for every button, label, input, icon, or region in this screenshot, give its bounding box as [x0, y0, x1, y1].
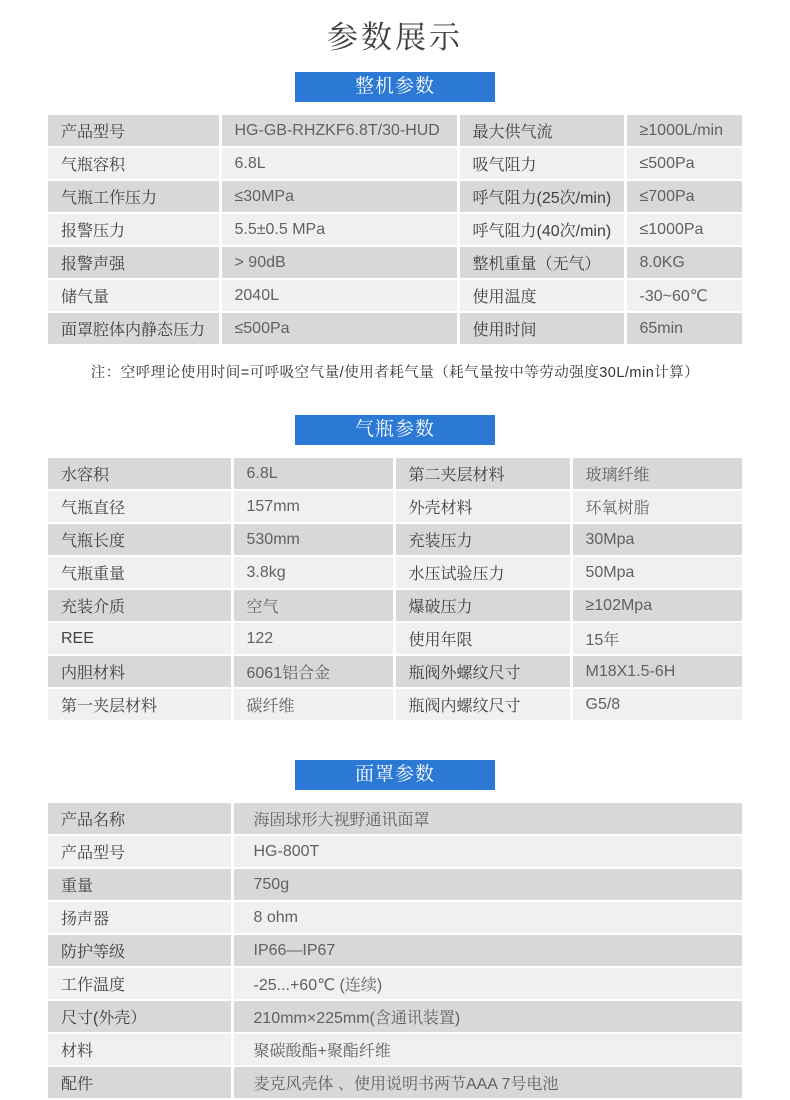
spec-value: 750g — [232, 868, 742, 901]
spec-label: 充装压力 — [394, 523, 571, 556]
spec-label: 整机重量（无气） — [458, 246, 625, 279]
spec-row — [48, 622, 742, 655]
spec-row — [48, 213, 742, 246]
spec-label: 材料 — [48, 1033, 232, 1066]
spec-row — [48, 655, 742, 688]
spec-row — [48, 115, 742, 147]
spec-value: 65min — [625, 312, 742, 345]
spec-value: 3.8kg — [232, 556, 394, 589]
spec-row — [48, 1066, 742, 1099]
spec-row — [48, 279, 742, 312]
spec-label: 使用温度 — [458, 279, 625, 312]
spec-row — [48, 490, 742, 523]
spec-value: 麦克风壳体 、使用说明书两节AAA 7号电池 — [232, 1066, 742, 1099]
spec-label: 使用时间 — [458, 312, 625, 345]
spec-row — [48, 556, 742, 589]
spec-value: G5/8 — [571, 688, 742, 721]
spec-row — [48, 803, 742, 835]
spec-row — [48, 934, 742, 967]
spec-label: 报警压力 — [48, 213, 220, 246]
spec-value: 50Mpa — [571, 556, 742, 589]
spec-label: 呼气阻力(25次/min) — [458, 180, 625, 213]
spec-row — [48, 688, 742, 721]
spec-label: 产品名称 — [48, 803, 232, 835]
spec-label: 产品型号 — [48, 115, 220, 147]
spec-value: 6.8L — [232, 458, 394, 490]
spec-value: ≥1000L/min — [625, 115, 742, 147]
spec-value: 15年 — [571, 622, 742, 655]
spec-value: -30~60℃ — [625, 279, 742, 312]
spec-label: 充装介质 — [48, 589, 232, 622]
spec-label: 外壳材料 — [394, 490, 571, 523]
spec-label: 气瓶长度 — [48, 523, 232, 556]
spec-row — [48, 147, 742, 180]
spec-row — [48, 312, 742, 345]
spec-label: 瓶阀内螺纹尺寸 — [394, 688, 571, 721]
section-cylinder-params — [0, 415, 790, 722]
spec-value: ≤700Pa — [625, 180, 742, 213]
spec-row — [48, 523, 742, 556]
section-machine-params — [0, 72, 790, 382]
section-mask-params — [0, 760, 790, 1100]
spec-value: 210mm×225mm(含通讯装置) — [232, 1000, 742, 1033]
spec-label: 使用年限 — [394, 622, 571, 655]
spec-label: 储气量 — [48, 279, 220, 312]
spec-value: 聚碳酸酯+聚酯纤维 — [232, 1033, 742, 1066]
spec-row — [48, 868, 742, 901]
spec-label: 重量 — [48, 868, 232, 901]
spec-value: 530mm — [232, 523, 394, 556]
spec-row — [48, 180, 742, 213]
spec-label: 配件 — [48, 1066, 232, 1099]
spec-label: 扬声器 — [48, 901, 232, 934]
spec-row — [48, 1033, 742, 1066]
spec-value: ≤1000Pa — [625, 213, 742, 246]
spec-value: 157mm — [232, 490, 394, 523]
spec-value: ≤500Pa — [625, 147, 742, 180]
page-title: 参数展示 — [327, 20, 463, 55]
spec-label: 内胆材料 — [48, 655, 232, 688]
spec-value: 30Mpa — [571, 523, 742, 556]
spec-value: 6.8L — [220, 147, 458, 180]
spec-value: M18X1.5-6H — [571, 655, 742, 688]
spec-label: 水压试验压力 — [394, 556, 571, 589]
spec-label: 面罩腔体内静态压力 — [48, 312, 220, 345]
spec-value: ≤500Pa — [220, 312, 458, 345]
spec-row — [48, 967, 742, 1000]
spec-value: ≥102Mpa — [571, 589, 742, 622]
spec-label: 气瓶容积 — [48, 147, 220, 180]
spec-row — [48, 458, 742, 490]
spec-row — [48, 835, 742, 868]
cylinder-params-table — [48, 458, 742, 722]
spec-row — [48, 589, 742, 622]
spec-label: 水容积 — [48, 458, 232, 490]
section-header-cylinder: 气瓶参数 — [295, 415, 495, 445]
spec-value: ≤30MPa — [220, 180, 458, 213]
spec-value: -25...+60℃ (连续) — [232, 967, 742, 1000]
spec-label: 产品型号 — [48, 835, 232, 868]
spec-label: 第一夹层材料 — [48, 688, 232, 721]
spec-value: 玻璃纤维 — [571, 458, 742, 490]
spec-value: IP66—IP67 — [232, 934, 742, 967]
section-header-machine: 整机参数 — [295, 72, 495, 102]
spec-label: 第二夹层材料 — [394, 458, 571, 490]
spec-label: 尺寸(外壳） — [48, 1000, 232, 1033]
mask-params-table — [48, 803, 742, 1100]
section-header-mask: 面罩参数 — [295, 760, 495, 790]
spec-label: 工作温度 — [48, 967, 232, 1000]
spec-value: 122 — [232, 622, 394, 655]
spec-value: 碳纤维 — [232, 688, 394, 721]
spec-label: 防护等级 — [48, 934, 232, 967]
spec-value: HG-GB-RHZKF6.8T/30-HUD — [220, 115, 458, 147]
spec-value: > 90dB — [220, 246, 458, 279]
spec-value: 8 ohm — [232, 901, 742, 934]
spec-value: HG-800T — [232, 835, 742, 868]
spec-value: 6061铝合金 — [232, 655, 394, 688]
spec-value: 海固球形大视野通讯面罩 — [232, 803, 742, 835]
spec-value: 8.0KG — [625, 246, 742, 279]
spec-row — [48, 901, 742, 934]
spec-label: 气瓶工作压力 — [48, 180, 220, 213]
spec-value: 5.5±0.5 MPa — [220, 213, 458, 246]
spec-value: 空气 — [232, 589, 394, 622]
spec-label: 爆破压力 — [394, 589, 571, 622]
spec-label: 吸气阻力 — [458, 147, 625, 180]
spec-label: 气瓶直径 — [48, 490, 232, 523]
spec-label: 最大供气流 — [458, 115, 625, 147]
spec-label: 呼气阻力(40次/min) — [458, 213, 625, 246]
spec-row — [48, 1000, 742, 1033]
spec-label: 报警声强 — [48, 246, 220, 279]
usage-time-note: 注：空呼理论使用时间=可呼吸空气量/使用者耗气量（耗气量按中等劳动强度30L/min计算） — [90, 365, 700, 381]
spec-label: REE — [48, 622, 232, 655]
spec-row — [48, 246, 742, 279]
machine-params-table — [48, 115, 742, 346]
spec-label: 气瓶重量 — [48, 556, 232, 589]
spec-label: 瓶阀外螺纹尺寸 — [394, 655, 571, 688]
spec-value: 环氧树脂 — [571, 490, 742, 523]
spec-value: 2040L — [220, 279, 458, 312]
product-spec-page — [0, 12, 790, 1100]
